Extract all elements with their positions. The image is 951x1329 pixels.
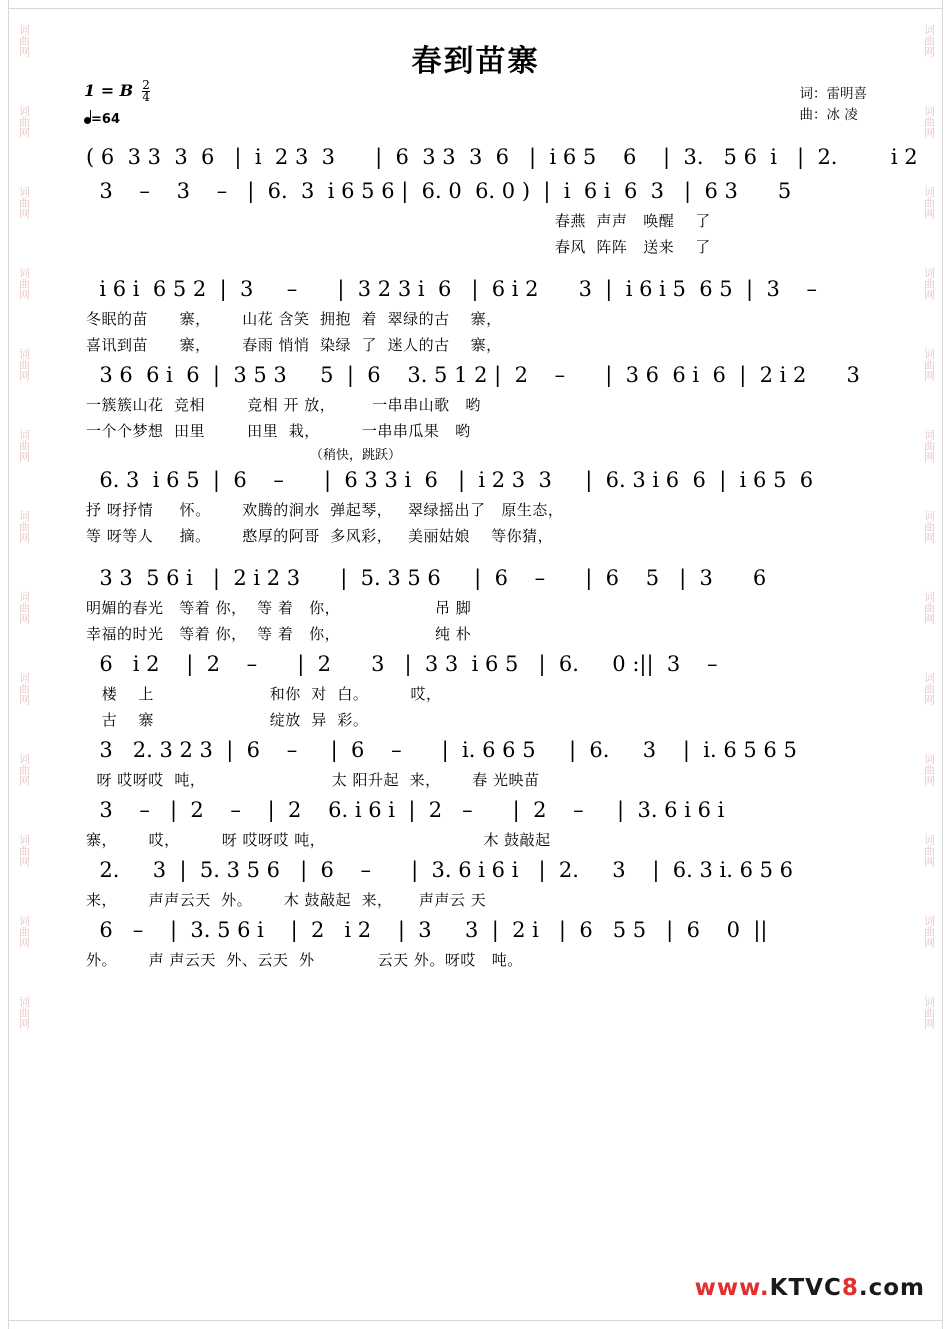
site-logo-www: www. <box>694 1275 770 1301</box>
lyric-line: 外。 声 声云天 外、云天 外 云天 外。呀哎 吨。 <box>86 951 523 969</box>
lyric-line: 喜讯到苗 寨， 春雨 悄悄 染绿 了 迷人的古 寨， <box>86 336 502 354</box>
watermark-text: 词曲网 <box>922 267 935 300</box>
music-system <box>70 561 880 647</box>
credits <box>800 84 868 126</box>
lyric-line: 古 寨 绽放 异 彩。 <box>86 711 369 729</box>
tempo-value: =64 <box>91 112 120 127</box>
watermark-text: 词曲网 <box>17 348 30 381</box>
notation-line: ( 6 3 3 3 6 | i 2 3 3 | 6 3 3 3 6 | i 6 5 6 | 3. 5 6 i | 2. i 2 <box>86 145 918 169</box>
watermark-text: 词曲网 <box>922 996 935 1029</box>
lyric-line: 春风 阵阵 送来 了 <box>86 238 711 256</box>
watermark-text: 词曲网 <box>17 429 30 462</box>
key-signature <box>84 80 150 103</box>
music-system <box>70 174 880 260</box>
notation-line: 6 i 2 | 2 – | 2 3 | 3 3 i 6 5 | 6. 0 :|| 3 – <box>86 652 718 676</box>
music-system <box>70 140 918 174</box>
watermark-text: 词曲网 <box>17 996 30 1029</box>
lyric-line: 一个个梦想 田里 田里 栽， 一串串瓜果 哟 <box>86 422 471 440</box>
watermark-text: 词曲网 <box>922 348 935 381</box>
performance-annotation: （稍快，跳跃） <box>310 448 402 463</box>
watermark-text: 词曲网 <box>922 186 935 219</box>
page-border-top <box>8 8 943 9</box>
notation-line: 6. 3 i 6 5 | 6 – | 6 3 3 i 6 | i 2 3 3 | 6. 3 i 6 6 | i 6 5 6 <box>86 468 814 492</box>
lyric-line: 寨， 哎， 呀 哎呀哎 吨， 木 鼓敲起 <box>86 831 551 849</box>
music-system <box>70 358 880 444</box>
watermark-text: 词曲网 <box>922 24 935 57</box>
watermark-text: 词曲网 <box>17 672 30 705</box>
site-logo <box>695 1275 925 1301</box>
watermark-column-right <box>917 0 939 1329</box>
watermark-text: 词曲网 <box>17 267 30 300</box>
quarter-note-icon <box>84 117 91 124</box>
music-system <box>70 793 880 853</box>
time-signature <box>142 80 150 103</box>
lyric-line: 一簇簇山花 竞相 竞相 开 放， 一串串山歌 哟 <box>86 396 481 414</box>
lyric-line: 幸福的时光 等着 你， 等 着 你， 纯 朴 <box>86 625 472 643</box>
watermark-text: 词曲网 <box>922 510 935 543</box>
lyric-line: 呀 哎呀哎 吨， 太 阳升起 来， 春 光映苗 <box>86 771 540 789</box>
notation-line: i 6 i 6 5 2 | 3 – | 3 2 3 i 6 | 6 i 2 3 | i 6 i 5 6 5 | 3 – <box>86 277 818 301</box>
lyric-line: 来， 声声云天 外。 木 鼓敲起 来， 声声云 天 <box>86 891 487 909</box>
key-signature-text: 1 = B <box>84 81 134 100</box>
watermark-text: 词曲网 <box>17 510 30 543</box>
notation-line: 3 – 3 – | 6. 3 i 6 5 6 | 6. 0 6. 0 ) | i 6 i 6 3 | 6 3 5 <box>86 179 792 203</box>
music-score <box>70 140 918 973</box>
watermark-text: 词曲网 <box>17 105 30 138</box>
system-spacer <box>70 260 880 272</box>
watermark-text: 词曲网 <box>17 915 30 948</box>
music-system <box>70 647 880 733</box>
watermark-text: 词曲网 <box>922 915 935 948</box>
page-border-bottom <box>8 1320 943 1321</box>
site-logo-tld: .com <box>858 1275 925 1301</box>
watermark-text: 词曲网 <box>922 105 935 138</box>
tempo-marking <box>84 112 120 127</box>
music-system <box>70 272 880 358</box>
music-system <box>70 733 880 793</box>
watermark-column-left <box>12 0 34 1329</box>
notation-line: 3 3 5 6 i | 2 i 2 3 | 5. 3 5 6 | 6 – | 6 5 | 3 6 <box>86 566 767 590</box>
site-logo-name: KTVC <box>769 1275 842 1301</box>
composer-credit: 曲：冰 凌 <box>799 107 858 123</box>
lyric-line: 明媚的春光 等着 你， 等 着 你， 吊 脚 <box>86 599 472 617</box>
site-logo-number: 8 <box>841 1275 859 1301</box>
watermark-text: 词曲网 <box>922 591 935 624</box>
notation-line: 6 – | 3. 5 6 i | 2 i 2 | 3 3 | 2 i | 6 5 5 | 6 0 || <box>86 918 768 942</box>
watermark-text: 词曲网 <box>922 429 935 462</box>
watermark-text: 词曲网 <box>922 753 935 786</box>
watermark-text: 词曲网 <box>922 834 935 867</box>
time-signature-numerator: 2 <box>142 78 150 92</box>
song-title: 春到苗寨 <box>411 44 540 79</box>
watermark-text: 词曲网 <box>17 24 30 57</box>
lyric-line: 等 呀等人 摘。 憨厚的阿哥 多风彩， 美丽姑娘 等你猜， <box>86 527 554 545</box>
system-spacer <box>70 549 880 561</box>
lyric-line: 春燕 声声 唤醒 了 <box>86 212 711 230</box>
lyric-line: 冬眠的苗 寨， 山花 含笑 拥抱 着 翠绿的古 寨， <box>86 310 502 328</box>
watermark-text: 词曲网 <box>17 186 30 219</box>
lyric-line: 抒 呀抒情 怀。 欢腾的涧水 弹起琴， 翠绿摇出了 原生态， <box>86 501 564 519</box>
music-system <box>70 913 880 973</box>
time-signature-denominator: 4 <box>142 90 150 104</box>
watermark-text: 词曲网 <box>17 834 30 867</box>
lyric-line: 楼 上 和你 对 白。 哎， <box>86 685 442 703</box>
watermark-text: 词曲网 <box>922 672 935 705</box>
page-border-right <box>942 0 943 1329</box>
notation-line: 2. 3 | 5. 3 5 6 | 6 – | 3. 6 i 6 i | 2. 3 | 6. 3 i. 6 5 6 <box>86 858 794 882</box>
watermark-text: 词曲网 <box>17 591 30 624</box>
watermark-text: 词曲网 <box>17 753 30 786</box>
notation-line: 3 – | 2 – | 2 6. i 6 i | 2 – | 2 – | 3. 6 i 6 i <box>86 798 725 822</box>
page-border-left <box>8 0 9 1329</box>
music-system <box>70 463 880 549</box>
notation-line: 3 2. 3 2 3 | 6 – | 6 – | i. 6 6 5 | 6. 3 | i. 6 5 6 5 <box>86 738 797 762</box>
music-system <box>70 853 880 913</box>
notation-line: 3 6 6 i 6 | 3 5 3 5 | 6 3. 5 1 2 | 2 – | 3 6 6 i 6 | 2 i 2 3 <box>86 363 860 387</box>
lyricist-credit: 词：雷明喜 <box>799 86 867 102</box>
